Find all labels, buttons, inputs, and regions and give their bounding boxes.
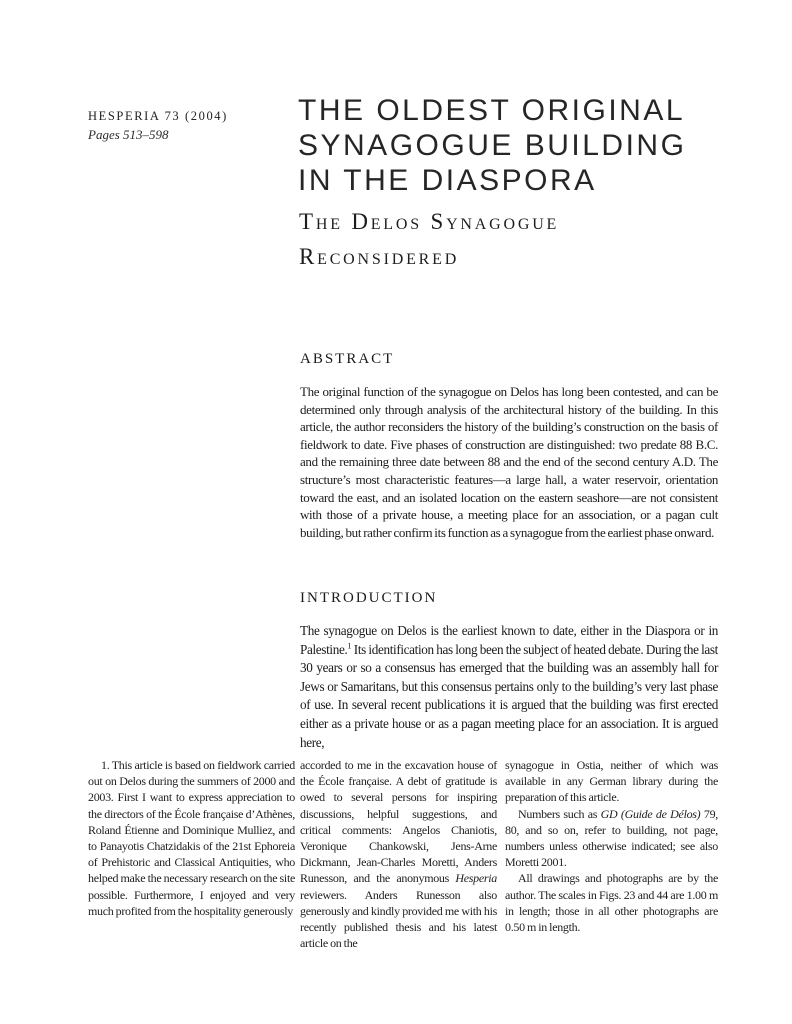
article-subtitle-line-2: Reconsidered — [299, 244, 460, 269]
footnote-1-text-part-1: 1. This article is based on fieldwork carried out on Delos during the summers of 2000 and 2003. First I want to express appreciation to the directors of the École française d’Athènes, Roland Étienne and Dominique Mulliez, and to Panayotis Chatzidakis of the 21st Ephoreia of Prehistoric and Classical Antiquities, who helped make the necessary research on the site possible. Furthermore, I enjoyed and very much profited from the hospitality generously — [88, 758, 295, 918]
footnote-text-segment: accorded to me in the excavation house of the École française. A debt of gratitude is owed to several persons for inspiring discussions, helpful suggestions, and critical comments: Angelos Chaniotis, Veronique Chankowski, Jens-Arne Dickmann, Jean-Charles Moretti, Anders Runesson, and the anonymous — [300, 758, 497, 886]
page-range: Pages 513–598 — [88, 127, 169, 142]
introduction-text-after-note: Its identification has long been the subject of heated debate. During the last 30 years or so a consensus has emerged that the building was an assembly hall for Jews or Samaritans, but this consensus pertains only to the building’s very last phase of use. In several recent publications it is argued that the building was first erected either as a private house or as a pagan meeting place for an association. It is argued here, — [300, 641, 718, 750]
introduction-text — [300, 622, 718, 752]
footnote-column-2 — [300, 757, 497, 951]
article-title-line-3: IN THE DIASPORA — [298, 164, 597, 197]
introduction-heading: INTRODUCTION — [300, 590, 438, 606]
abstract-heading: ABSTRACT — [300, 351, 395, 367]
guide-de-delos-italic: GD (Guide de Délos) — [600, 806, 701, 821]
footnote-column-1 — [88, 757, 295, 951]
footnote-drawings-note: All drawings and photographs are by the author. The scales in Figs. 23 and 44 are 1.00 m in length; those in all other photographs are 0.50 m in length. — [505, 871, 718, 935]
journal-citation: HESPERIA 73 (2004) — [88, 109, 228, 123]
article-title — [298, 93, 738, 198]
footnote-1-text-part-3: synagogue in Ostia, neither of which was available in any German library during the preparation of this article. — [505, 758, 718, 805]
footnote-text-segment: Numbers such as — [518, 806, 601, 821]
footnote-numbering-note — [505, 806, 718, 871]
footnote-text-segment: reviewers. Anders Runesson also generously and kindly provided me with his recently published thesis and his latest article on the — [300, 887, 497, 951]
introduction-text-before-note: The synagogue on Delos is the earliest known to date, either in the Diaspora or in Palestine. — [300, 623, 718, 657]
article-title-line-1: THE OLDEST ORIGINAL — [298, 94, 686, 127]
article-title-line-2: SYNAGOGUE BUILDING — [298, 129, 687, 162]
footnote-reference-1: 1 — [347, 640, 352, 651]
footnotes-block — [88, 757, 718, 951]
article-subtitle-line-1: The Delos Synagogue — [299, 209, 560, 234]
article-subtitle — [299, 204, 719, 274]
footnote-1-text-part-2 — [300, 757, 497, 951]
abstract-text: The original function of the synagogue on Delos has long been contested, and can be determined only through analysis of the architectural history of the building. In this article, the author reconsiders the history of the building’s construction on the basis of fieldwork to date. Five phases of construction are distinguished: two predate 88 B.C. and the remaining three date between 88 and the end of the second century A.D. The structure’s most characteristic features—a large hall, a water reservoir, orientation toward the east, and an isolated location on the eastern seashore—are not consistent with those of a private house, a meeting place for an association, or a pagan cult building, but rather confirm its function as a synagogue from the earliest phase onward. — [300, 384, 718, 540]
journal-name-italic: Hesperia — [455, 871, 497, 886]
footnote-text-segment: 79, 80, and so on, refer to building, not page, numbers unless otherwise indicated; see also Moretti 2001. — [505, 806, 718, 870]
footnote-column-3 — [505, 757, 718, 951]
